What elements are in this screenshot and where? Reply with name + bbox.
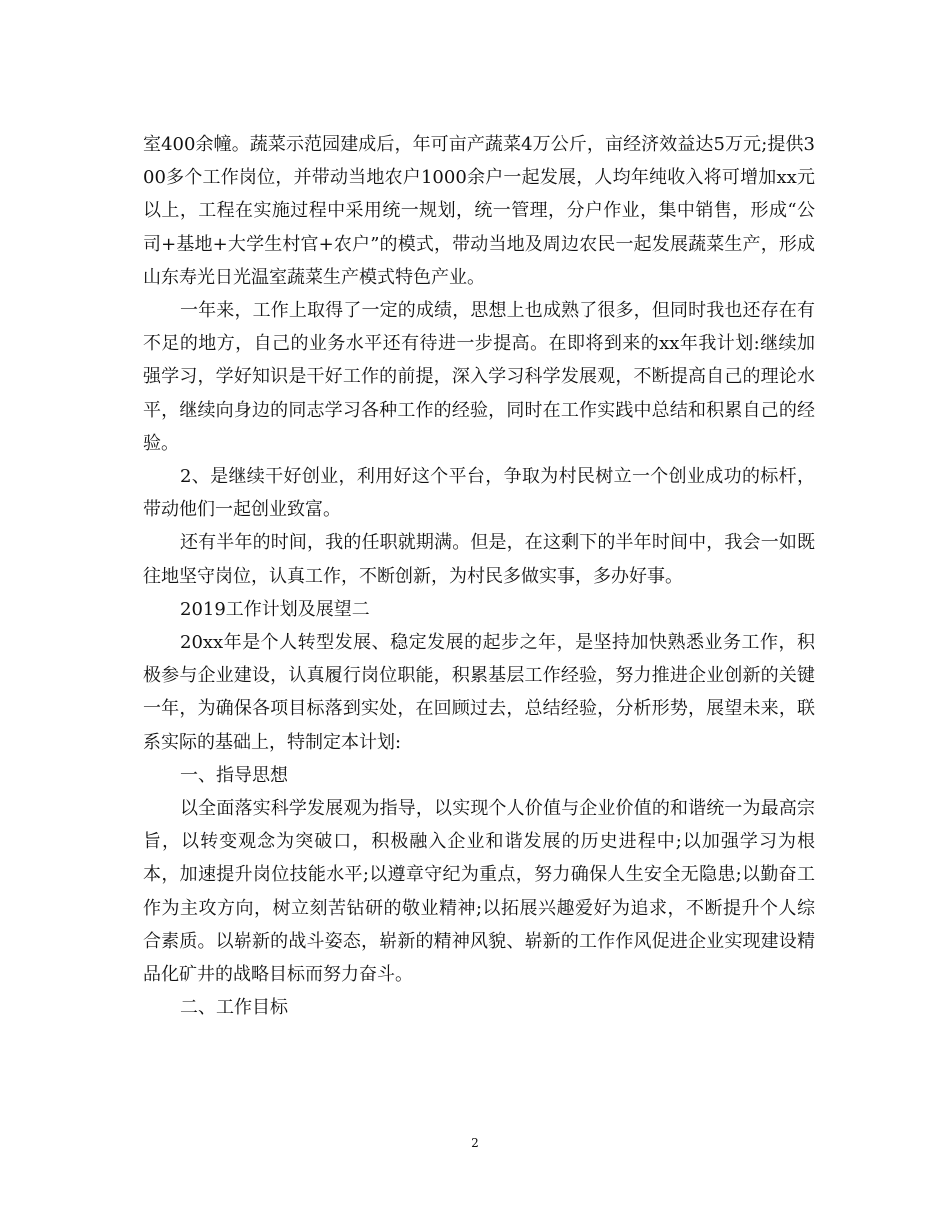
paragraph: 一年来，工作上取得了一定的成绩，思想上也成熟了很多，但同时我也还存在有不足的地方，自己的业务水平还有待进一步提高。在即将到来的xx年我计划:继续加强学习，学好知识是干好工作的前提，深入学习科学发展观，不断提高自己的理论水平，继续向身边的同志学习各种工作的经验，同时在工作实践中总结和积累自己的经验。 [143,300,815,454]
paragraph: 2、是继续干好创业，利用好这个平台，争取为村民树立一个创业成功的标杆，带动他们一起创业致富。 [143,466,815,521]
document-body [143,128,815,1024]
section-title: 2019工作计划及展望二 [180,598,370,620]
page-number: 2 [471,1136,479,1150]
paragraph: 20xx年是个人转型发展、稳定发展的起步之年，是坚持加快熟悉业务工作，积极参与企业建设，认真履行岗位职能，积累基层工作经验，努力推进企业创新的关键一年，为确保各项目标落到实处，在回顾过去，总结经验，分析形势，展望未来，联系实际的基础上，特制定本计划: [143,632,815,753]
paragraph: 室400余幢。蔬菜示范园建成后，年可亩产蔬菜4万公斤，亩经济效益达5万元;提供300多个工作岗位，并带动当地农户1000余户一起发展，人均年纯收入将可增加xx元以上，工程在实施过程中采用统一规划，统一管理，分户作业，集中销售，形成“公司+基地+大学生村官+农户”的模式，带动当地及周边农民一起发展蔬菜生产，形成山东寿光日光温室蔬菜生产模式特色产业。 [143,134,815,288]
paragraph: 以全面落实科学发展观为指导，以实现个人价值与企业价值的和谐统一为最高宗旨，以转变观念为突破口，积极融入企业和谐发展的历史进程中;以加强学习为根本，加速提升岗位技能水平;以遵章守纪为重点，努力确保人生安全无隐患;以勤奋工作为主攻方向，树立刻苦钻研的敬业精神;以拓展兴趣爱好为追求，不断提升个人综合素质。以崭新的战斗姿态，崭新的精神风貌、崭新的工作作风促进企业实现建设精品化矿井的战略目标而努力奋斗。 [143,798,815,986]
section-heading: 一、指导思想 [180,764,288,786]
section-heading: 二、工作目标 [180,997,288,1019]
paragraph: 还有半年的时间，我的任职就期满。但是，在这剩下的半年时间中，我会一如既往地坚守岗位，认真工作，不断创新，为村民多做实事，多办好事。 [143,532,815,587]
